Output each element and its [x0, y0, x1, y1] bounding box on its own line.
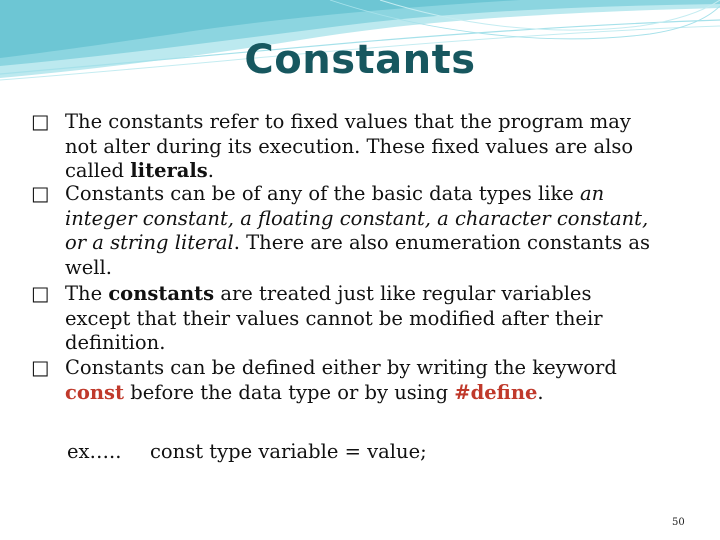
- bullet-item-1: [31, 110, 672, 184]
- keyword-define: #define: [454, 380, 538, 404]
- example-label: ex…..: [67, 440, 122, 463]
- bullet-text: .: [537, 380, 544, 404]
- page-number: 50: [672, 517, 685, 528]
- bullet-text: called: [65, 159, 131, 182]
- keyword-constants: constants: [108, 282, 215, 305]
- bullet-text: are treated just like regular variables: [214, 282, 592, 305]
- bullet-text: Constants can be of any of the basic data types like: [65, 182, 581, 205]
- bullet-text: The constants refer to fixed values that the program may: [65, 110, 631, 133]
- bullet-item-4: [31, 356, 672, 405]
- keyword-literals: literals: [130, 159, 208, 182]
- bullet-text: not alter during its execution. These fixed values are also: [65, 134, 634, 158]
- bullet-text: The: [65, 282, 109, 305]
- bullet-text: definition.: [65, 331, 166, 354]
- bullet-text: before the data type or by using: [124, 380, 455, 404]
- bullet-text: . There are also enumeration constants as: [233, 231, 650, 254]
- slide-title: Constants: [244, 37, 476, 83]
- bullet-marker-icon: □: [31, 110, 50, 133]
- bullet-text-italic: integer constant, a floating constant, a character constant,: [65, 206, 649, 230]
- bullet-text: Constants can be defined either by writing the keyword: [65, 356, 617, 379]
- bullet-text-italic: or a string literal: [65, 231, 234, 254]
- bullet-text: except that their values cannot be modified after their: [65, 306, 603, 330]
- keyword-const: const: [65, 380, 125, 404]
- bullet-item-3: [31, 282, 672, 356]
- bullet-text-italic: an: [580, 182, 605, 205]
- bullet-marker-icon: □: [31, 282, 50, 305]
- bullet-text: well.: [65, 255, 112, 279]
- bullet-text: .: [207, 159, 214, 182]
- bullet-marker-icon: □: [31, 182, 50, 205]
- bullet-item-2: [31, 182, 672, 280]
- example-code: const type variable = value;: [150, 440, 427, 463]
- bullet-marker-icon: □: [31, 356, 50, 379]
